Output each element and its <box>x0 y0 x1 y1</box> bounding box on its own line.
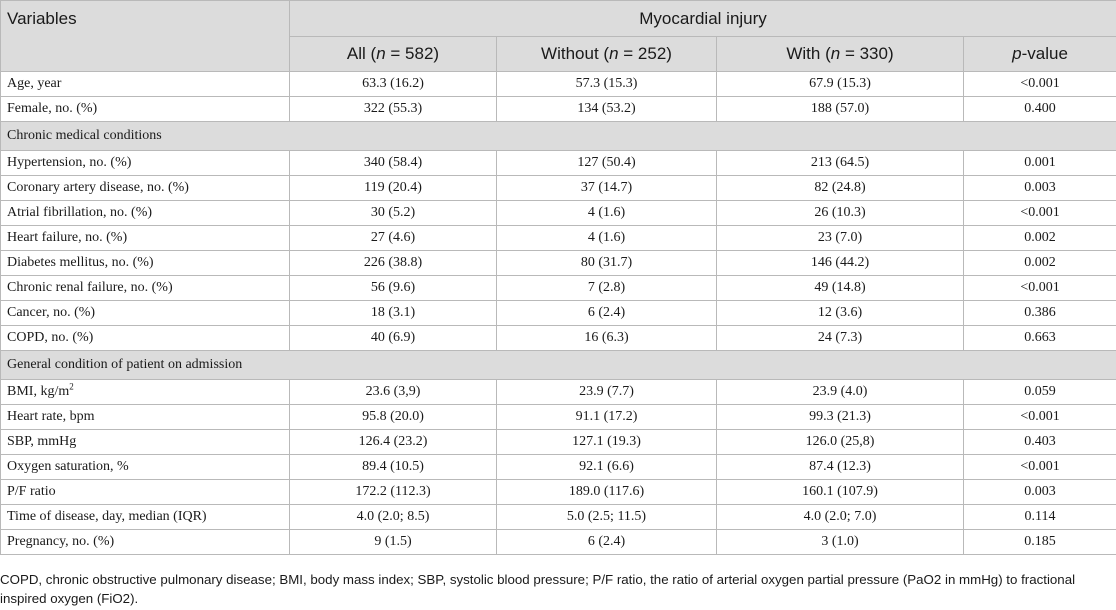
table-row: Cancer, no. (%) 18 (3.1) 6 (2.4) 12 (3.6) 0.386 <box>1 301 1116 326</box>
col-header-all: All (n = 582) <box>290 37 497 72</box>
variables-header: Variables <box>1 1 290 72</box>
table-row: Hypertension, no. (%) 340 (58.4) 127 (50.4) 213 (64.5) 0.001 <box>1 151 1116 176</box>
section-row-chronic <box>1 122 1116 151</box>
table-row: Female, no. (%) 322 (55.3) 134 (53.2) 188 (57.0) 0.400 <box>1 97 1116 122</box>
section-title: General condition of patient on admission <box>1 351 1116 380</box>
section-row-general <box>1 351 1116 380</box>
table-footnote: COPD, chronic obstructive pulmonary disease; BMI, body mass index; SBP, systolic blood pressure; P/F ratio, the ratio of arterial oxygen partial pressure (PaO2 in mmHg) to fractional inspired oxygen (FiO2). <box>0 572 1076 606</box>
table-row: Coronary artery disease, no. (%) 119 (20.4) 37 (14.7) 82 (24.8) 0.003 <box>1 176 1116 201</box>
group-header: Myocardial injury <box>290 1 1116 37</box>
col-header-without: Without (n = 252) <box>497 37 717 72</box>
table-row: Heart rate, bpm 95.8 (20.0) 91.1 (17.2) 99.3 (21.3) <0.001 <box>1 405 1116 430</box>
table-row: SBP, mmHg 126.4 (23.2) 127.1 (19.3) 126.0 (25,8) 0.403 <box>1 430 1116 455</box>
table-row: Age, year 63.3 (16.2) 57.3 (15.3) 67.9 (15.3) <0.001 <box>1 72 1116 97</box>
col-header-pvalue: p-value <box>964 37 1116 72</box>
table-row: Oxygen saturation, % 89.4 (10.5) 92.1 (6.6) 87.4 (12.3) <0.001 <box>1 455 1116 480</box>
table-row: Atrial fibrillation, no. (%) 30 (5.2) 4 (1.6) 26 (10.3) <0.001 <box>1 201 1116 226</box>
table-row: Pregnancy, no. (%) 9 (1.5) 6 (2.4) 3 (1.0) 0.185 <box>1 530 1116 555</box>
table-row: BMI, $kg/m^2$ 23.6 (3,9) 23.9 (7.7) 23.9 (4.0) 0.059 <box>1 380 1116 405</box>
col-header-with: With (n = 330) <box>717 37 964 72</box>
table-row: P/F ratio 172.2 (112.3) 189.0 (117.6) 160.1 (107.9) 0.003 <box>1 480 1116 505</box>
section-title: Chronic medical conditions <box>1 122 1116 151</box>
table-row: Heart failure, no. (%) 27 (4.6) 4 (1.6) 23 (7.0) 0.002 <box>1 226 1116 251</box>
header-row-top <box>1 1 1116 37</box>
table-row: Chronic renal failure, no. (%) 56 (9.6) 7 (2.8) 49 (14.8) <0.001 <box>1 276 1116 301</box>
table-row: Time of disease, day, median (IQR) 4.0 (2.0; 8.5) 5.0 (2.5; 11.5) 4.0 (2.0; 7.0) 0.114 <box>1 505 1116 530</box>
table-row: Diabetes mellitus, no. (%) 226 (38.8) 80 (31.7) 146 (44.2) 0.002 <box>1 251 1116 276</box>
table-row: COPD, no. (%) 40 (6.9) 16 (6.3) 24 (7.3) 0.663 <box>1 326 1116 351</box>
